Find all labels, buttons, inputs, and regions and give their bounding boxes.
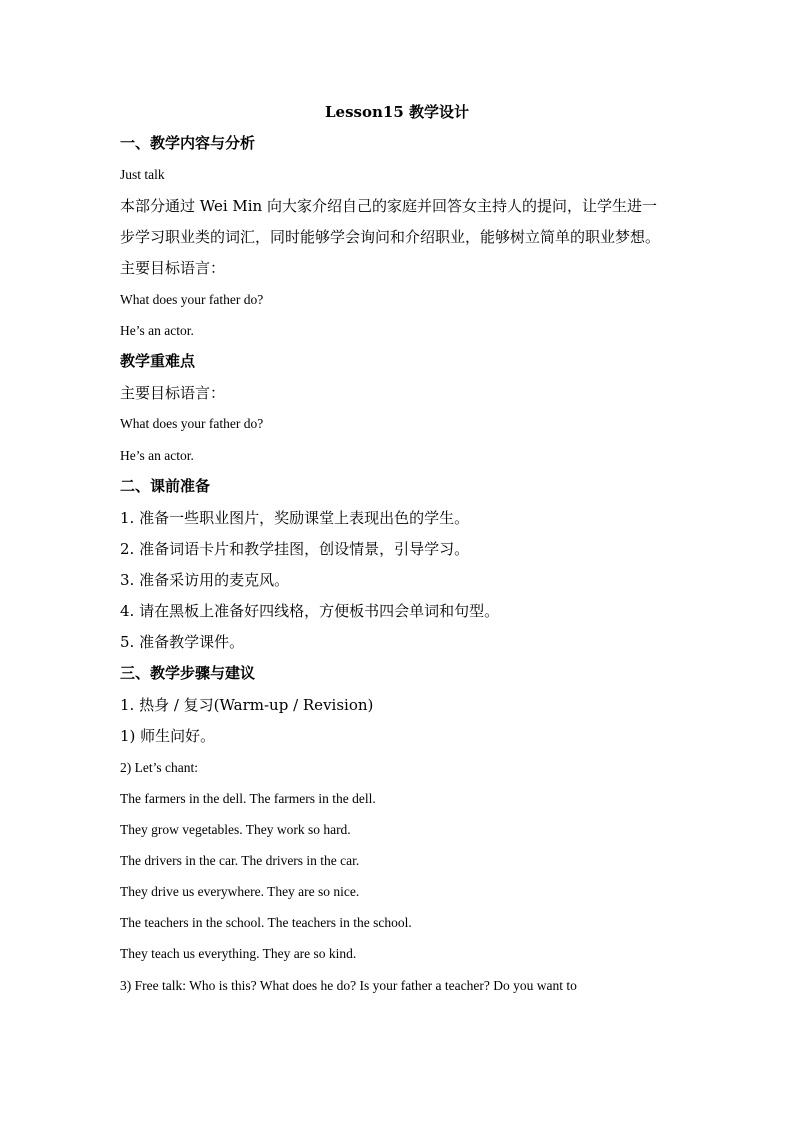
- document-title: Lesson15 教学设计: [325, 103, 469, 121]
- list-item: 4. 请在黑板上准备好四线格，方便板书四会单词和句型。: [120, 602, 500, 620]
- chant-line: The teachers in the school. The teachers in the school.: [120, 915, 412, 930]
- paragraph-line: 主要目标语言：: [120, 384, 226, 402]
- list-item: 3. 准备采访用的麦克风。: [120, 571, 290, 589]
- chant-line: They teach us everything. They are so kind.: [120, 946, 357, 961]
- paragraph-line: What does your father do?: [120, 292, 264, 307]
- list-item: 1. 准备一些职业图片，奖励课堂上表现出色的学生。: [120, 509, 470, 527]
- section-heading-key-points: 教学重难点: [120, 352, 196, 370]
- list-item: 2. 准备词语卡片和教学挂图，创设情景，引导学习。: [120, 540, 470, 558]
- paragraph-line: What does your father do?: [120, 416, 264, 431]
- chant-line: They drive us everywhere. They are so nice.: [120, 884, 360, 899]
- list-item: 1. 热身 / 复习(Warm-up / Revision): [120, 696, 374, 714]
- list-item: 2) Let’s chant:: [120, 760, 198, 775]
- chant-line: The drivers in the car. The drivers in the car.: [120, 853, 360, 868]
- list-item: 3) Free talk: Who is this? What does he do? Is your father a teacher? Do you want to: [120, 978, 577, 993]
- paragraph-line: He’s an actor.: [120, 323, 194, 338]
- chant-line: They grow vegetables. They work so hard.: [120, 822, 351, 837]
- section-heading-teaching-steps: 三、教学步骤与建议: [120, 664, 256, 682]
- list-item: 5. 准备教学课件。: [120, 633, 245, 651]
- section-heading-content-analysis: 一、教学内容与分析: [120, 134, 256, 152]
- paragraph-line: 本部分通过 Wei Min 向大家介绍自己的家庭并回答女主持人的提问，让学生进一: [120, 197, 657, 215]
- paragraph-line: 步学习职业类的词汇，同时能够学会询问和介绍职业，能够树立简单的职业梦想。: [120, 228, 661, 246]
- paragraph-line: 主要目标语言：: [120, 259, 226, 277]
- section-heading-preparation: 二、课前准备: [120, 477, 211, 495]
- chant-line: The farmers in the dell. The farmers in the dell.: [120, 791, 376, 806]
- paragraph-line: Just talk: [120, 167, 165, 182]
- paragraph-line: He’s an actor.: [120, 448, 194, 463]
- list-item: 1) 师生问好。: [120, 727, 216, 745]
